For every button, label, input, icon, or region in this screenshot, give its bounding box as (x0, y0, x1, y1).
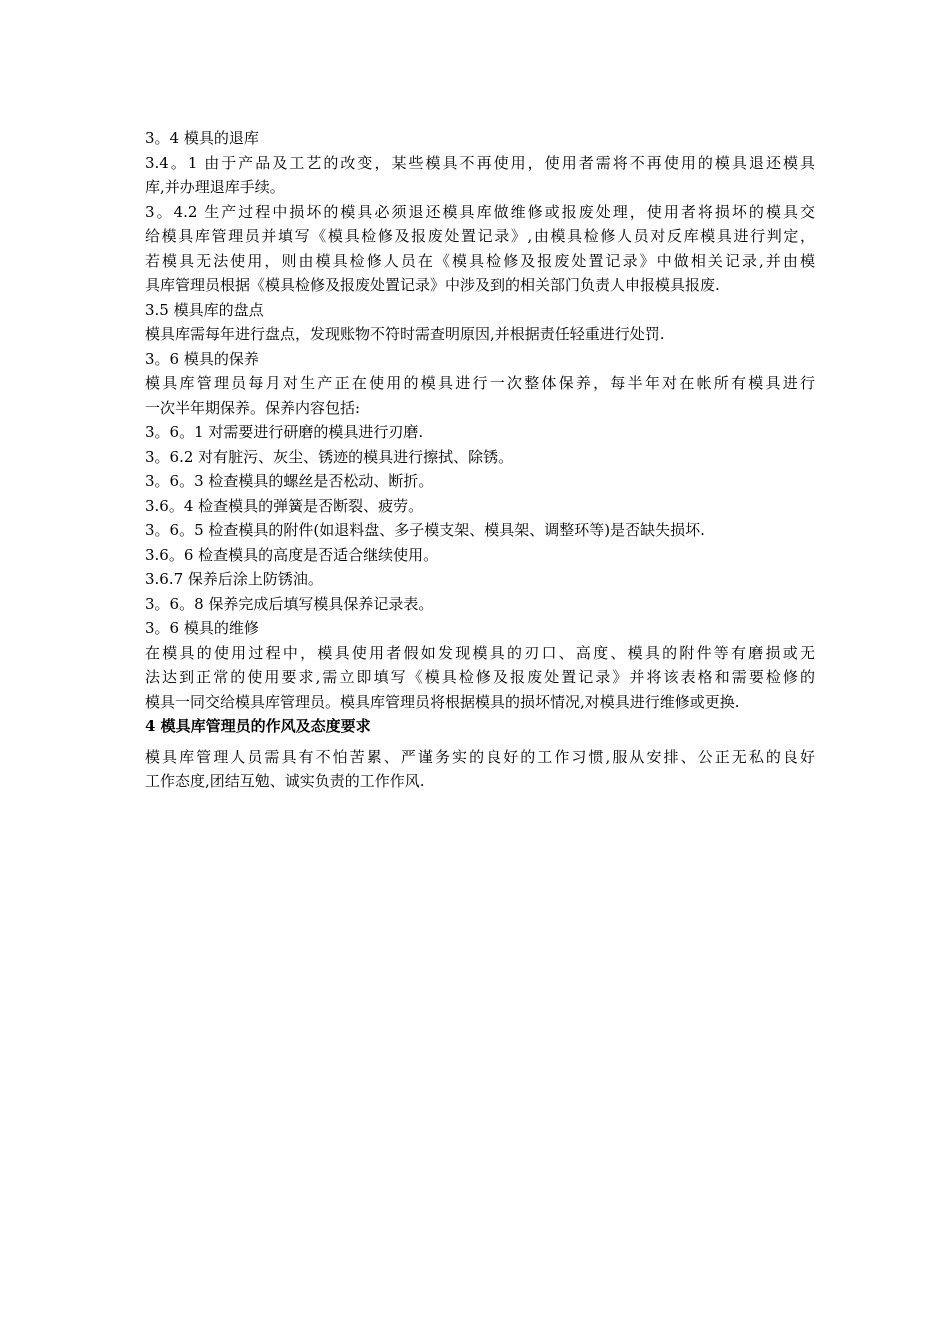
list-item-3-6-5: 3。6。5 检查模具的附件(如退料盘、多子模支架、模具架、调整环等)是否缺失损坏. (145, 521, 705, 539)
document-body (145, 126, 815, 794)
heading-3-4: 3。4 模具的退库 (145, 129, 259, 147)
paragraph-repair-line-1: 在模具的使用过程中，模具使用者假如发现模具的刃口、高度、模具的附件等有磨损或无 (145, 643, 815, 662)
heading-3-6-maintenance: 3。6 模具的保养 (145, 349, 259, 368)
heading-3-5: 3.5 模具库的盘点 (145, 300, 264, 319)
paragraph-repair-line-2: 法达到正常的使用要求,需立即填写《模具检修及报废处置记录》并将该表格和需要检修的 (145, 668, 815, 686)
paragraph-repair-line-3: 模具一同交给模具库管理员。模具库管理员将根据模具的损坏情况,对模具进行维修或更换. (145, 692, 740, 711)
list-item-3-6-6: 3.6。6 检查模具的高度是否适合继续使用。 (145, 545, 439, 564)
list-item-3-6-2: 3。6.2 对有脏污、灰尘、锈迹的模具进行擦拭、除锈。 (145, 447, 514, 466)
heading-4: 4 模具库管理员的作风及态度要求 (145, 717, 371, 735)
paragraph-3-6-line-2: 一次半年期保养。保养内容包括: (145, 398, 361, 417)
paragraph-4-line-2: 工作态度,团结互勉、诚实负责的工作作风. (145, 772, 425, 790)
paragraph-3-4-2-line-3: 若模具无法使用，则由模具检修人员在《模具检修及报废处置记录》中做相关记录,并由模 (145, 251, 815, 270)
heading-3-6-repair: 3。6 模具的维修 (145, 619, 259, 637)
paragraph-3-4-1-line-1: 3.4。1 由于产品及工艺的改变，某些模具不再使用，使用者需将不再使用的模具退还模具 (145, 153, 815, 172)
list-item-3-6-1: 3。6。1 对需要进行研磨的模具进行刃磨. (145, 423, 424, 441)
paragraph-3-4-1-line-2: 库,并办理退库手续。 (145, 178, 285, 196)
list-item-3-6-8: 3。6。8 保养完成后填写模具保养记录表。 (145, 594, 434, 613)
list-item-3-6-4: 3.6。4 检查模具的弹簧是否断裂、疲劳。 (145, 496, 424, 515)
paragraph-3-4-2-line-4: 具库管理员根据《模具检修及报废处置记录》中涉及到的相关部门负责人申报模具报废. (145, 276, 720, 294)
paragraph-3-6-line-1: 模具库管理员每月对生产正在使用的模具进行一次整体保养，每半年对在帐所有模具进行 (145, 374, 815, 392)
paragraph-3-4-2-line-1: 3。4.2 生产过程中损坏的模具必须退还模具库做维修或报废处理，使用者将损坏的模具交 (145, 202, 815, 221)
list-item-3-6-7: 3.6.7 保养后涂上防锈油。 (145, 570, 323, 588)
paragraph-3-4-2-line-2: 给模具库管理员并填写《模具检修及报废处置记录》,由模具检修人员对反库模具进行判定， (145, 227, 815, 245)
paragraph-4-line-1: 模具库管理人员需具有不怕苦累、严谨务实的良好的工作习惯,服从安排、公正无私的良好 (145, 747, 815, 766)
list-item-3-6-3: 3。6。3 检查模具的螺丝是否松动、断折。 (145, 472, 434, 490)
paragraph-3-5: 模具库需每年进行盘点，发现账物不符时需查明原因,并根据责任轻重进行处罚. (145, 325, 665, 343)
